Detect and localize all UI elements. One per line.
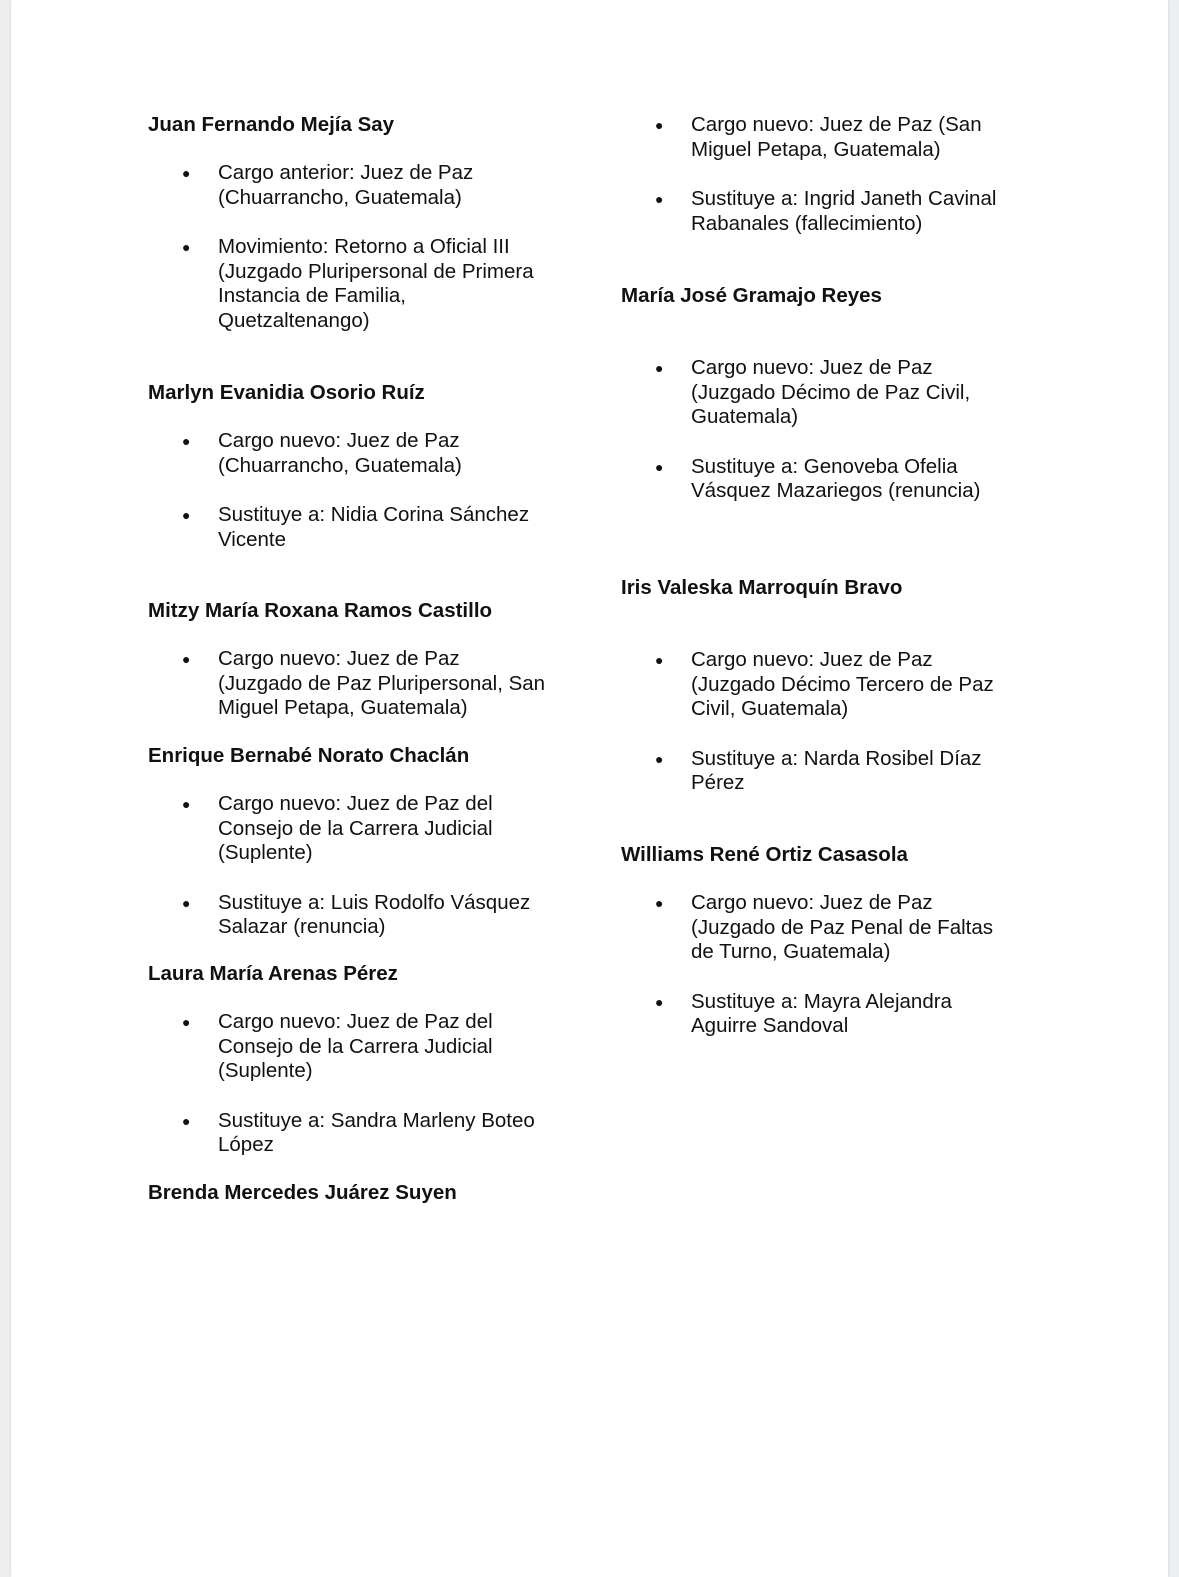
document-page [11,0,1168,1577]
person-name: Mitzy María Roxana Ramos Castillo [148,599,493,622]
list-item: ● Cargo nuevo: Juez de Paz (Juzgado de Paz Pluripersonal, San Miguel Petapa, Guatemala) [148,647,548,721]
entry [148,962,588,1158]
person-name: Juan Fernando Mejía Say [148,113,395,136]
entry-list [621,648,1061,796]
list-item: ● Sustituye a: Genoveba Ofelia Vásquez Mazariegos (renuncia) [621,455,1011,504]
person-name: Brenda Mercedes Juárez Suyen [148,1181,457,1204]
entry-list [148,429,588,552]
list-item: ● Movimiento: Retorno a Oficial III (Juzgado Pluripersonal de Primera Instancia de Familia, Quetzaltenango) [148,235,558,333]
entry-list [148,1010,588,1158]
list-item: ● Sustituye a: Narda Rosibel Díaz Pérez [621,747,1011,796]
list-item: ● Sustituye a: Mayra Alejandra Aguirre Sandoval [621,990,981,1039]
list-item: ● Sustituye a: Nidia Corina Sánchez Vicente [148,503,558,552]
entry-list [621,356,1061,504]
entry-continuation [621,113,1061,236]
entry-list [148,792,588,940]
list-item: ● Sustituye a: Luis Rodolfo Vásquez Salazar (renuncia) [148,891,558,940]
list-item: ● Cargo nuevo: Juez de Paz (Juzgado Décimo Tercero de Paz Civil, Guatemala) [621,648,1021,722]
list-item: ● Sustituye a: Sandra Marleny Boteo López [148,1109,558,1158]
list-item: ● Cargo anterior: Juez de Paz (Chuarrancho, Guatemala) [148,161,488,210]
entry [621,284,1061,504]
entry-list [148,161,588,333]
person-name: Laura María Arenas Pérez [148,962,398,985]
list-item: ● Cargo nuevo: Juez de Paz (Juzgado de Paz Penal de Faltas de Turno, Guatemala) [621,891,1021,965]
list-item: ● Cargo nuevo: Juez de Paz (San Miguel Petapa, Guatemala) [621,113,1001,162]
entry [621,843,1061,1039]
entry-list [621,891,1061,1039]
entry [148,1181,588,1205]
person-name: Iris Valeska Marroquín Bravo [621,576,903,599]
entry [148,744,588,940]
person-name: Enrique Bernabé Norato Chaclán [148,744,470,767]
list-item: ● Cargo nuevo: Juez de Paz del Consejo de la Carrera Judicial (Suplente) [148,792,518,866]
entry [621,576,1061,796]
person-name: María José Gramajo Reyes [621,284,882,307]
entry-list [621,113,1061,236]
person-name: Marlyn Evanidia Osorio Ruíz [148,381,425,404]
list-item: ● Sustituye a: Ingrid Janeth Cavinal Rabanales (fallecimiento) [621,187,1021,236]
list-item: ● Cargo nuevo: Juez de Paz (Juzgado Décimo de Paz Civil, Guatemala) [621,356,1001,430]
entry [148,381,588,552]
entry [148,113,588,333]
entry-list [148,647,588,721]
person-name: Williams René Ortiz Casasola [621,843,908,866]
list-item: ● Cargo nuevo: Juez de Paz (Chuarrancho, Guatemala) [148,429,488,478]
list-item: ● Cargo nuevo: Juez de Paz del Consejo de la Carrera Judicial (Suplente) [148,1010,518,1084]
entry [148,599,588,721]
